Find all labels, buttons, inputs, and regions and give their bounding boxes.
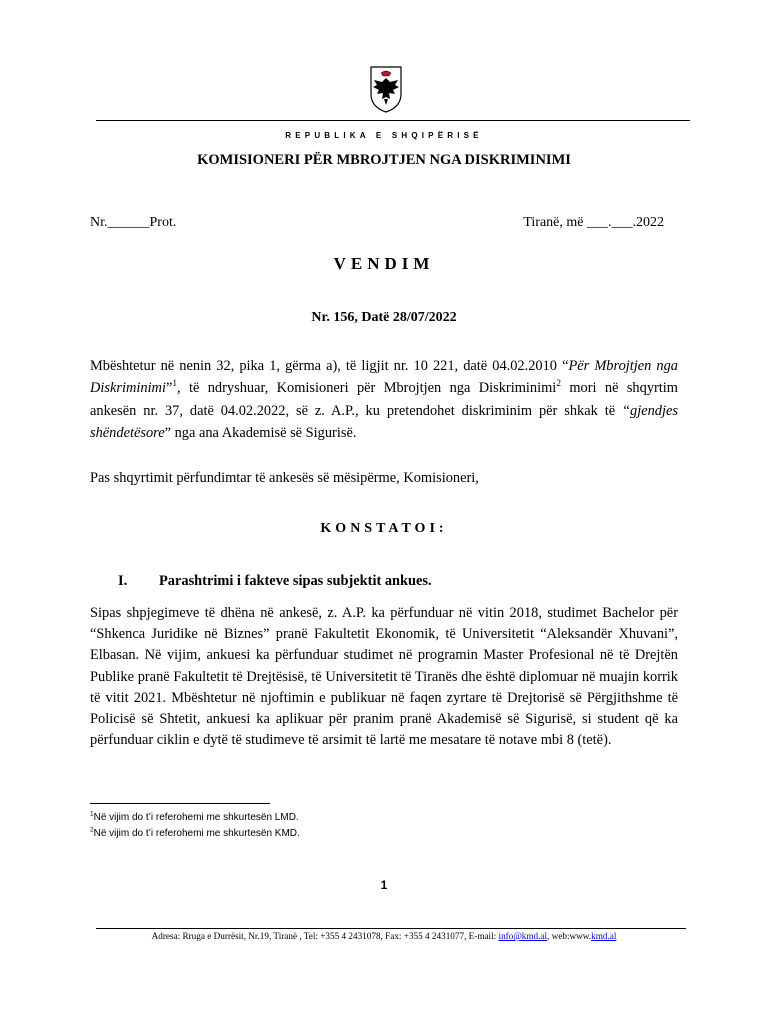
section-heading-konstatoi: KONSTATOI:	[320, 521, 448, 536]
website-link[interactable]: kmd.al	[591, 931, 617, 941]
law-name: Për Mbrojtjen nga Diskriminimi	[90, 358, 678, 397]
paragraph-review: Pas shqyrtimit përfundimtar të ankesës së mësipërme, Komisioneri,	[90, 470, 479, 486]
email-link[interactable]: info@kmd.al	[498, 931, 548, 941]
para1-text-4: mori në shqyrtim ankesën nr. 37, datë 04.02.2022, së z. A.P., ku pretendohet diskriminim për shkak të	[90, 380, 678, 419]
para1-text-3: , të ndryshuar, Komisioneri për Mbrojtjen nga Diskriminimi	[177, 380, 557, 397]
section-title: Parashtrimi i fakteve sipas subjektit ankues.	[159, 573, 432, 589]
footnote-2-text: Në vijim do t’i referohemi me shkurtesën KMD.	[93, 828, 300, 839]
footnote-2-number: 2	[90, 826, 94, 834]
protocol-number: Nr.______Prot.	[90, 215, 177, 230]
decision-number: Nr. 156, Datë 28/07/2022	[311, 310, 457, 325]
footnote-1-number: 1	[90, 810, 94, 818]
footnote-ref-2[interactable]: 2	[556, 379, 561, 390]
para1-text-1: Mbështetur në nenin 32, pika 1, gërma a), të ligjit nr. 10 221, datë 04.02.2010 “	[90, 358, 569, 374]
document-title: VENDIM	[333, 254, 435, 273]
republic-label: REPUBLIKA E SHQIPËRISË	[285, 131, 483, 140]
place-date: Tiranë, më ___.___.2022	[523, 215, 664, 230]
paragraph-facts: Sipas shpjegimeve të dhëna në ankesë, z. A.P. ka përfunduar në vitin 2018, studimet Bachelor për “Shkenca Juridike në Biznes” pranë Fakultetit Ekonomik, të Universitetit “Aleksandër Xhuvani”, Elbasan. Në vijim, ankuesi ka përfunduar studimet në programin Master Profesional në të Drejtën Publike pranë Fakultetit të Drejtësisë, të Universitetit të Tiranës dhe është diplomuar në muajin korrik të vitit 2021. Mbështetur në njoftimin e publikuar në faqen zyrtare të Drejtorisë së Përgjithshme të Policisë së Shtetit, ankuesi ka aplikuar për pranim pranë Akademisë së Sigurisë, si student që ka përfunduar ciklin e dytë të studimeve të arsimit të lartë me mesatare të notave mbi 8 (tetë).	[90, 605, 678, 749]
footnote-ref-1[interactable]: 1	[172, 379, 178, 390]
discrimination-ground: “gjendjes shëndetësore	[90, 402, 678, 441]
para1-text-5: ” nga ana Akademisë së Sigurisë.	[164, 424, 357, 441]
footer-rule	[96, 928, 686, 929]
footer-address: Adresa: Rruga e Durrësit, Nr.19, Tiranë , Tel: +355 4 2431078, Fax: +355 4 2431077, E-mail:	[151, 931, 499, 941]
commission-title: KOMISIONERI PËR MBROJTJEN NGA DISKRIMINIMI	[197, 152, 571, 168]
footer-web-prefix: , web:www.	[547, 931, 592, 941]
paragraph-legal-basis	[90, 355, 678, 444]
section-number: I.	[118, 573, 128, 589]
footer-contact	[0, 931, 768, 941]
page-number: 1	[380, 878, 388, 892]
albanian-coat-of-arms-icon	[368, 64, 404, 114]
footnote-1-text: Në vijim do t’i referohemi me shkurtesën LMD.	[93, 812, 299, 823]
footnote-separator	[90, 803, 270, 804]
header-rule	[96, 120, 690, 121]
footnote-2	[90, 828, 300, 839]
para1-quote: ”	[165, 380, 173, 397]
footnote-1	[90, 812, 299, 823]
